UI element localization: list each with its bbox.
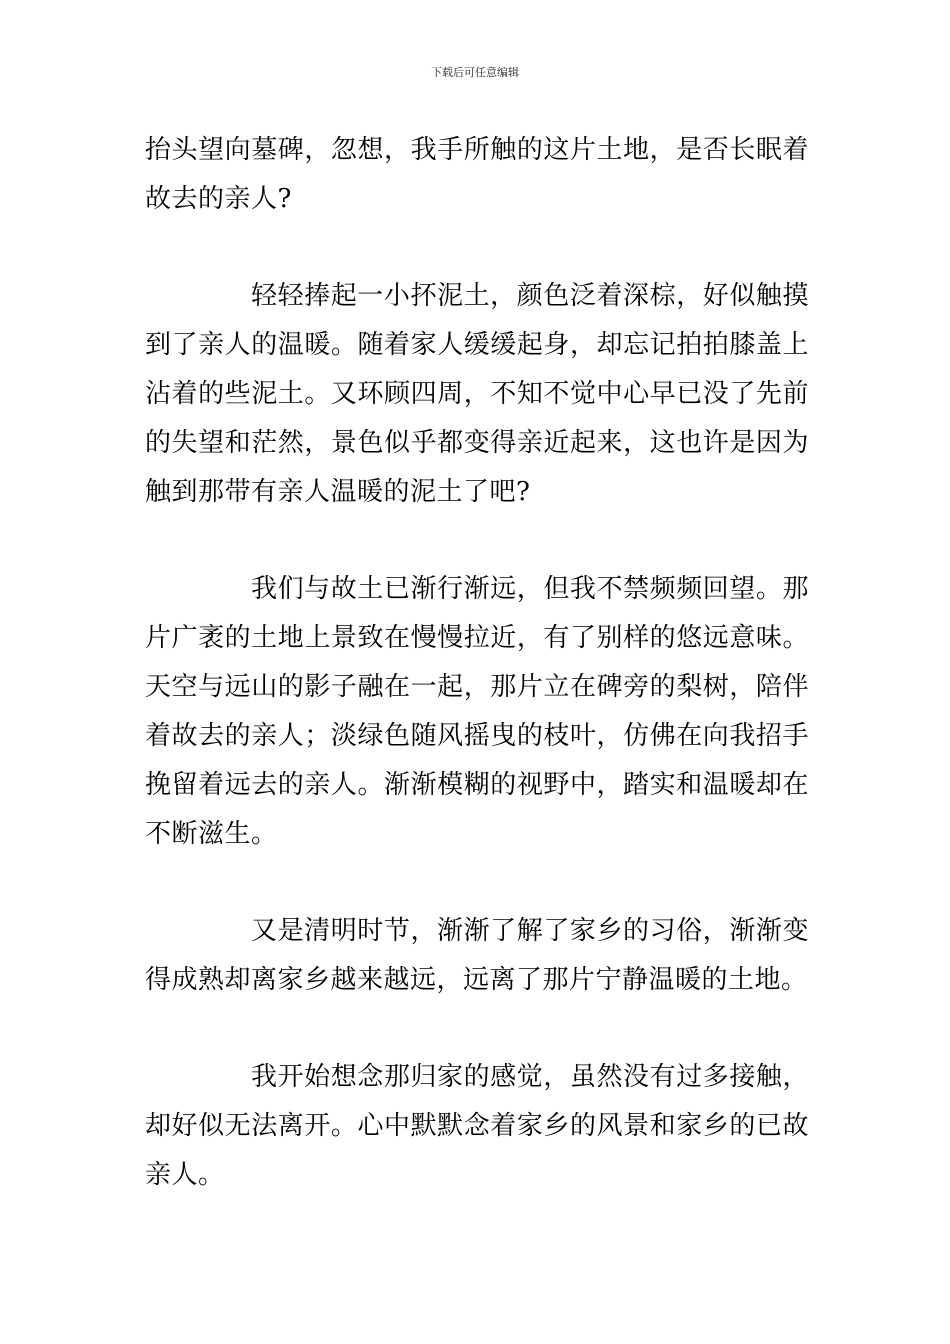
paragraph-5: 我开始想念那归家的感觉，虽然没有过多接触，却好似无法离开。心中默默念着家乡的风景和家乡的已故亲人。: [145, 1062, 809, 1190]
paragraph-4: 又是清明时节，渐渐了解了家乡的习俗，渐渐变得成熟却离家乡越来越远，远离了那片宁静温暖的土地。: [145, 916, 809, 995]
paragraph-spacer: [145, 517, 809, 565]
document-body: [145, 126, 809, 1200]
paragraph-3: 我们与故土已渐行渐远，但我不禁频频回望。那片广袤的土地上景致在慢慢拉近，有了别样的悠远意味。天空与远山的影子融在一起，那片立在碑旁的梨树，陪伴着故去的亲人；淡绿色随风摇曳的枝叶，仿佛在向我招手挽留着远去的亲人。渐渐模糊的视野中，踏实和温暖却在不断滋生。: [145, 574, 809, 849]
page-header: 下载后可任意编辑: [431, 66, 519, 79]
paragraph-1: 抬头望向墓碑，忽想，我手所触的这片土地，是否长眠着故去的亲人?: [145, 135, 809, 214]
paragraph-spacer: [145, 224, 809, 272]
paragraph-spacer: [145, 859, 809, 907]
paragraph-2: 轻轻捧起一小抔泥土，颜色泛着深棕，好似触摸到了亲人的温暖。随着家人缓缓起身，却忘记拍拍膝盖上沾着的些泥土。又环顾四周，不知不觉中心早已没了先前的失望和茫然，景色似乎都变得亲近起来，这也许是因为触到那带有亲人温暖的泥土了吧?: [145, 281, 809, 507]
paragraph-spacer: [145, 1005, 809, 1053]
